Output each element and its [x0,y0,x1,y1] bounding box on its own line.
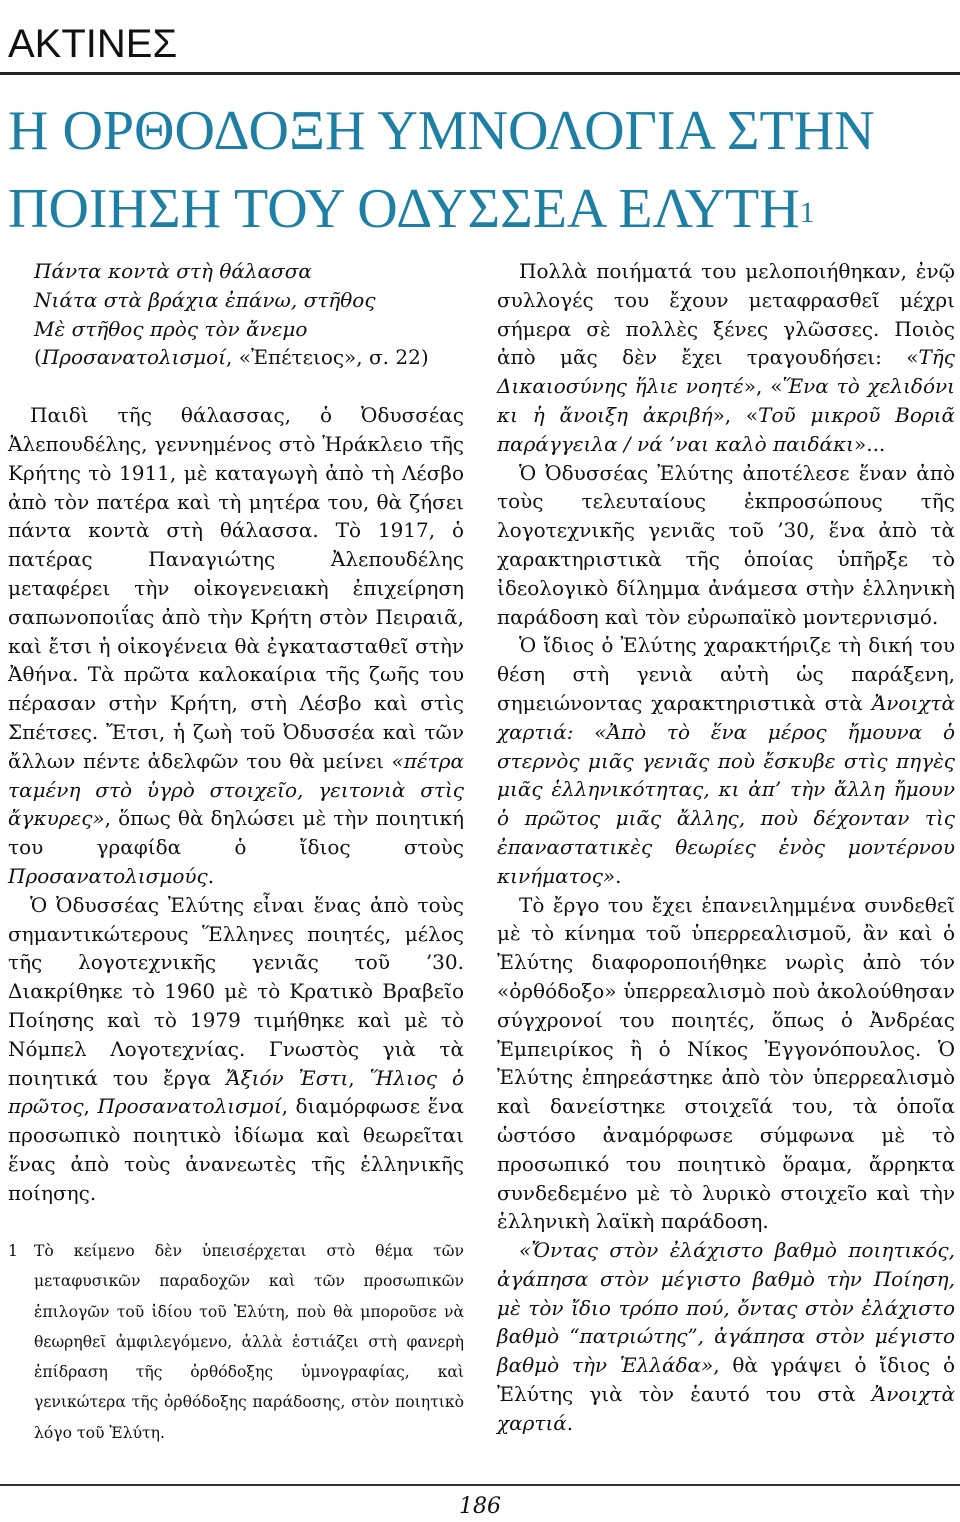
right-column [497,257,955,1438]
epigraph [8,257,464,372]
work-title: Προσανατολισμοί [97,1094,282,1119]
work-title: Ἄξιόν Ἐστι [225,1065,349,1090]
title-footnote-ref: 1 [799,196,815,229]
work-title: Ἀνοιχτὰ χαρτιά: [497,690,955,744]
quote: «Ὄντας στὸν ἐλάχιστο βαθμὸ ποιητικός, ἀγάπησα στὸν μέγιστο βαθμὸ τὴν Ποίηση, μὲ τὸν ἴδιο τρόπο πού, ὄντας στὸν ἐλάχιστο βαθμὸ “πατριώτης”, ἀγάπησα στὸν μέγιστο βαθμὸ τὴν Ἑλλάδα» [497,1238,955,1378]
footnote [8,1236,464,1448]
paragraph: Παιδὶ τῆς θάλασσας, ὁ Ὀδυσσέας Ἀλεπουδέλης, γεννημένος στὸ Ἡράκλειο τῆς Κρήτης τὸ 1911, μὲ καταγωγὴ ἀπὸ τὴ Λέσβο ἀπὸ τὸν πατέρα καὶ τὴ μητέρα του, θὰ ζήσει πάντα κοντὰ στὴ θάλασσα. Τὸ 1917, ὁ πατέρας Παναγιώτης Ἀλεπουδέλης μεταφέρει τὴν οἰκογενειακὴ ἐπιχείρηση σαπωνοποιΐας ἀπὸ τὴν Κρήτη στὸν Πειραιᾶ, καὶ ἔτσι ἡ οἰκογένεια θὰ ἐγκατασταθεῖ στὴν Ἀθήνα. Τὰ πρῶτα καλοκαίρια τῆς ζωῆς του πέρασαν στὴν Κρήτη, στὴ Λέσβο καὶ στὶς Σπέτσες. Ἔτσι, ἡ ζωὴ τοῦ Ὀδυσσέα καὶ τῶν ἄλλων πέντε ἀδελφῶν του θὰ μείνει «πέτρα ταμένη στὸ ὑγρὸ στοιχεῖο, γειτονιὰ στὶς ἄγκυρες», ὅπως θὰ δηλώσει μὲ τὴν ποιητική του γραφίδα ὁ ἴδιος στοὺς Προσανατολισμούς. [8,403,464,888]
footnote-number: 1 [8,1242,18,1260]
bottom-rule [0,1484,960,1486]
quote: «Ἀπὸ τὸ ἕνα μέρος ἤμουνα ὁ στερνὸς μιᾶς γενιᾶς ποὺ ἔσκυβε στὶς πηγὲς μιᾶς ἑλληνικότητας, κι ἀπ’ τὴν ἄλλη ἤμουν ὁ πρῶτος μιᾶς ἄλλης, ποὺ δέχονταν τὶς ἐπαναστατικὲς θεωρίες ἑνὸς μοντέρνου κινήματος» [497,719,955,888]
song-title: Ἕνα τὸ χελιδόνι κι ἡ ἄνοιξη ἀκριβή [497,374,956,427]
title-line-1: Η ΟΡΘΟΔΟΞΗ ΥΜΝΟΛΟΓΙΑ ΣΤΗΝ [8,100,875,162]
title-line-2: ΠΟΙΗΣΗ ΤΟΥ ΟΔΥΣΣΕΑ ΕΛΥΤΗ [8,178,800,240]
paragraph: Ὁ Ὀδυσσέας Ἐλύτης ἀποτέλεσε ἕναν ἀπὸ τοὺς τελευταίους ἐκπροσώπους τῆς λογοτεχνικῆς γενιᾶς τοῦ ’30, ἕνα ἀπὸ τὰ χαρακτηριστικὰ τῆς ὁποίας ὑπῆρξε τὸ ἰδεολογικὸ δίλημμα ἀνάμεσα στὴν ἑλληνικὴ παράδοση καὶ τὸν εὐρωπαϊκὸ μοντερνισμό. [497,460,955,629]
epigraph-line: Μὲ στῆθος πρὸς τὸν ἄνεμο [34,316,308,341]
epigraph-source: (Προσανατολισμοί, «Ἐπέτειος», σ. 22) [34,345,429,370]
work-title: Προσανατολισμούς [8,863,208,888]
article-title [8,92,948,248]
paragraph: Ὁ Ὀδυσσέας Ἐλύτης εἶναι ἕνας ἀπὸ τοὺς σημαντικώτερους Ἕλληνες ποιητές, μέλος τῆς λογοτεχνικῆς γενιᾶς τοῦ ’30. Διακρίθηκε τὸ 1960 μὲ τὸ Κρατικὸ Βραβεῖο Ποίησης καὶ τὸ 1979 τιμήθηκε καὶ μὲ τὸ Νόμπελ Λογοτεχνίας. Γνωστὸς γιὰ τὰ ποιητικά του ἔργα Ἄξιόν Ἐστι, Ἥλιος ὁ πρῶτος, Προσανατολισμοί, διαμόρφωσε ἕνα προσωπικὸ ποιητικὸ ἰδίωμα καὶ θεωρεῖται ἕνας ἀπὸ τοὺς ἀνανεωτὲς τῆς ἑλληνικῆς ποίησης. [8,892,465,1205]
paragraph: Τὸ ἔργο του ἔχει ἐπανειλημμένα συνδεθεῖ μὲ τὸ κίνημα τοῦ ὑπερρεαλισμοῦ, ἂν καὶ ὁ Ἐλύτης διαφοροποιήθηκε νωρὶς ἀπὸ τόν «ὀρθόδοξο» ὑπερρεαλισμὸ ποὺ ἀκολούθησαν σύγχρονοί του ποιητές, ὅπως ὁ Ἀνδρέας Ἐμπειρίκος ἢ ὁ Νίκος Ἐγγονόπουλος. Ὁ Ἐλύτης ἐπηρεάστηκε ἀπὸ τὸν ὑπερρεαλισμὸ καὶ δανείστηκε στοιχεῖά του, τὰ ὁποῖα ὡστόσο ἀναμόρφωσε σύμφωνα μὲ τὸ προσωπικό του ποιητικὸ ὅραμα, ἄρρηκτα συνδεδεμένο μὲ τὸ λυρικὸ στοιχεῖο καὶ τὴν ἑλληνικὴ λαϊκὴ παράδοση. [497,892,955,1234]
epigraph-line: Νιάτα στὰ βράχια ἐπάνω, στῆθος [34,287,376,312]
section-name: ΑΚΤΙΝΕΣ [8,22,178,66]
paragraph: «Ὄντας στὸν ἐλάχιστο βαθμὸ ποιητικός, ἀγάπησα στὸν μέγιστο βαθμὸ τὴν Ποίηση, μὲ τὸν ἴδιο τρόπο πού, ὄντας στὸν ἐλάχιστο βαθμὸ “πατριώτης”, ἀγάπησα στὸν μέγιστο βαθμὸ τὴν Ἑλλάδα», θὰ γράψει ὁ ἴδιος ὁ Ἐλύτης γιὰ τὸν ἑαυτό του στὰ Ἀνοιχτὰ χαρτιά. [497,1238,955,1435]
song-title: Τῆς Δικαιοσύνης ἥλιε νοητέ [497,345,955,399]
epigraph-line: Πάντα κοντὰ στὴ θάλασσα [34,259,312,283]
epigraph-source-work: Προσανατολισμοί [41,345,227,370]
work-title: Ἀνοιχτὰ χαρτιά [497,1382,955,1435]
left-column [8,257,464,1208]
quote: «πέτρα ταμένη στὸ ὑγρὸ στοιχεῖο, γειτονιὰ στὶς ἄγκυρες» [8,748,464,831]
paragraph: Ὁ ἴδιος ὁ Ἐλύτης χαρακτήριζε τὴ δική του θέση στὴ γενιὰ αὐτὴ ὡς παράξενη, σημειώνοντας χαρακτηριστικὰ στὰ Ἀνοιχτὰ χαρτιά: «Ἀπὸ τὸ ἕνα μέρος ἤμουνα ὁ στερνὸς μιᾶς γενιᾶς ποὺ ἔσκυβε στὶς πηγὲς μιᾶς ἑλληνικότητας, κι ἀπ’ τὴν ἄλλη ἤμουν ὁ πρῶτος μιᾶς ἄλλης, ποὺ δέχονταν τὶς ἐπαναστατικὲς θεωρίες ἑνὸς μοντέρνου κινήματος». [497,633,955,888]
paragraph: Πολλὰ ποιήματά του μελοποιήθηκαν, ἐνῷ συλλογές του ἔχουν μεταφρασθεῖ μέχρι σήμερα σὲ πολλὲς ξένες γλῶσσες. Ποιὸς ἀπὸ μᾶς δὲν ἔχει τραγουδήσει: «Τῆς Δικαιοσύνης ἥλιε νοητέ», «Ἕνα τὸ χελιδόνι κι ἡ ἄνοιξη ἀκριβή», «Τοῦ μικροῦ Βοριᾶ παράγγειλα / νά ’ναι καλὸ παιδάκι»... [497,259,956,456]
top-rule [0,72,960,75]
song-title: Τοῦ μικροῦ Βοριᾶ παράγγειλα / νά ’ναι καλὸ παιδάκι [497,402,956,456]
work-title: Ἥλιος ὁ πρῶτος [8,1065,465,1119]
page-number: 186 [459,1494,501,1519]
footnote-text: Τὸ κείμενο δὲν ὑπεισέρχεται στὸ θέμα τῶν μεταφυσικῶν παραδοχῶν καὶ τῶν προσωπικῶν ἐπιλογῶν τοῦ ἰδίου τοῦ Ἐλύτη, ποὺ θὰ μποροῦσε νὰ θεωρηθεῖ ἀμφιλεγόμενο, ἀλλὰ ἑστιάζει στὴ φανερὴ ἐπίδραση τῆς ὀρθόδοξης ὑμνογραφίας, καὶ γενικώτερα τῆς ὀρθόδοξης παράδοσης, στὸν ποιητικὸ λόγο τοῦ Ἐλύτη. [34,1242,464,1442]
